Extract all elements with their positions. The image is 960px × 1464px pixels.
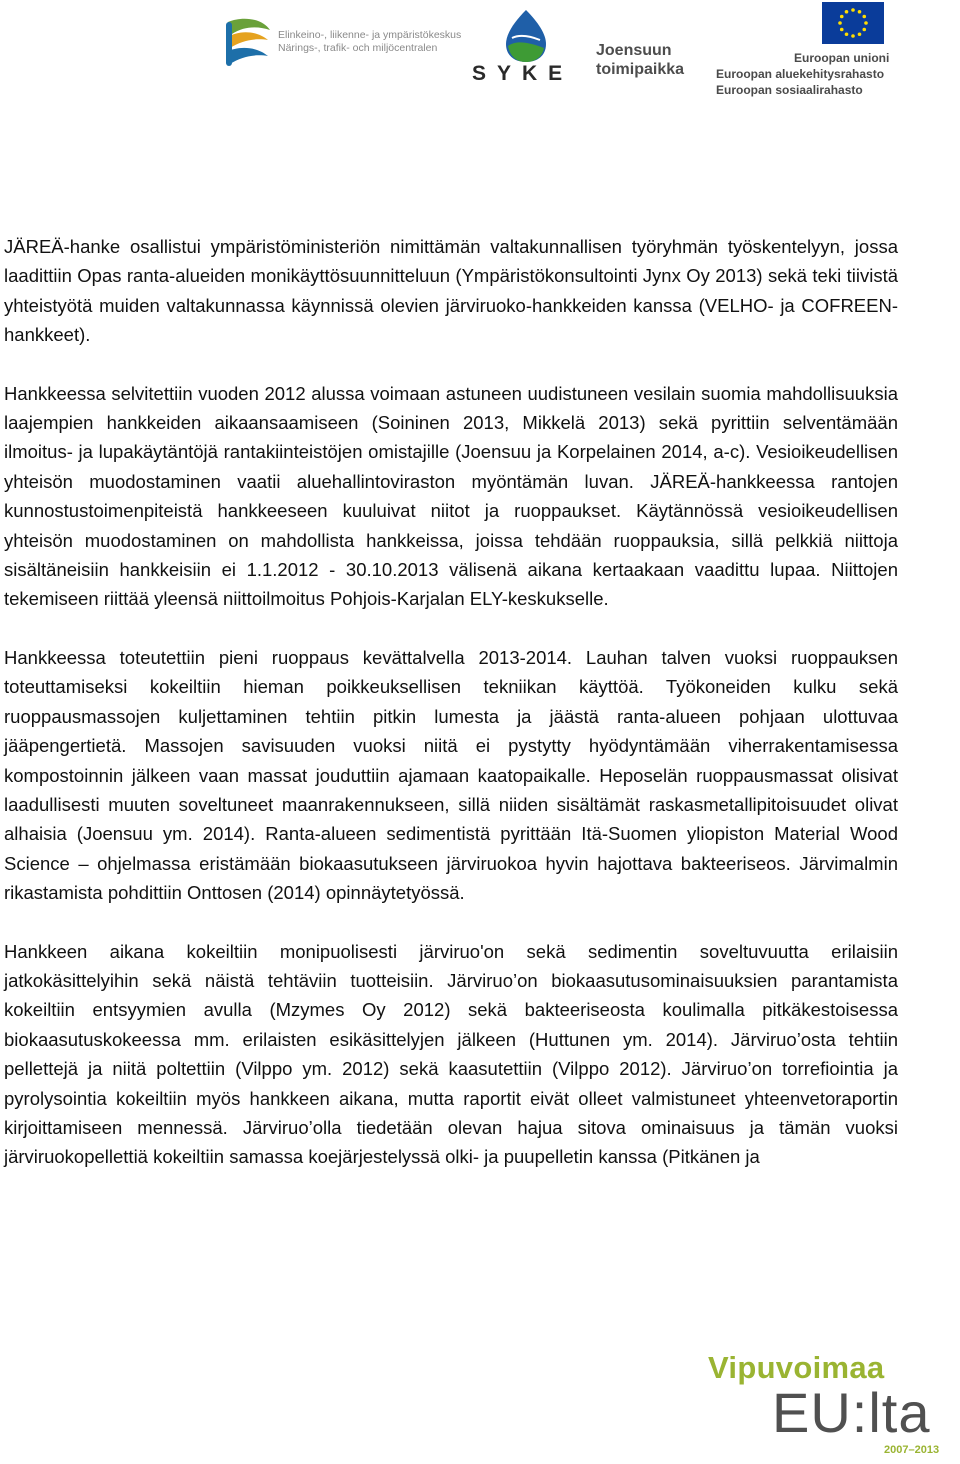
- eu-star-icon: [864, 21, 868, 25]
- eu-line-3: Euroopan sosiaalirahasto: [716, 83, 863, 97]
- eu-star-icon: [845, 10, 849, 14]
- eu-star-icon: [851, 34, 855, 38]
- document-body: [4, 232, 898, 1172]
- syke-drop-icon: [468, 8, 578, 64]
- eu-star-icon: [862, 15, 866, 19]
- ely-centre-logo: [222, 16, 462, 76]
- eu-star-icon: [851, 8, 855, 12]
- ely-emblem-icon: [222, 16, 274, 72]
- eu-star-icon: [845, 32, 849, 36]
- vipuvoimaa-years: 2007–2013: [884, 1444, 940, 1456]
- vipuvoimaa-title: Vipuvoimaa: [708, 1350, 885, 1385]
- eu-funding-logo: [716, 0, 894, 100]
- ely-text: [278, 29, 461, 55]
- eu-flag-icon: [822, 2, 884, 44]
- eu-line-2: Euroopan aluekehitysrahasto: [716, 67, 885, 81]
- eu-text: [716, 50, 890, 98]
- eu-star-icon: [838, 21, 842, 25]
- ely-line-1: Elinkeino-, liikenne- ja ympäristökeskus: [278, 29, 462, 41]
- paragraph-1: JÄREÄ-hanke osallistui ympäristöministeriön nimittämän valtakunnallisen työryhmän työskentelyyn, jossa laadittiin Opas ranta-alueiden monikäyttösuunnitteluun (Ympäristökonsultointi Jynx Oy 2013) sekä teki tiivistä yhteistyötä muiden valtakunnassa käynnissä olevien järviruoko-hankkeiden kanssa (VELHO- ja COFREEN-hankkeet).: [4, 236, 898, 346]
- eu-line-1: Euroopan unioni: [794, 51, 890, 65]
- paragraph-4: Hankkeen aikana kokeiltiin monipuolisesti järviruo'on sekä sedimentin soveltuvuutta erilaisiin jatkokäsittelyihin sekä näistä tehtäviin tuotteisiin. Järviruo’on biokaasutusominaisuuksien parantamista kokeiltiin entsyymien avulla (Mzymes Oy 2012) sekä bakteeriseosta koulimalla pitkäkestoisessa biokaasutuskokeessa mm. erilaisten esikäsittelyjen jälkeen (Huttunen ym. 2014). Järviruo’osta tehtiin pellettejä ja niitä poltettiin (Vilppo ym. 2012) sekä kaasutettiin (Vilppo 2012). Järviruo’on torrefiointia ja pyrolysointia kokeiltiin myös hankkeen aikana, mutta raportit eivät olleet valmistuneet yhteenvetoraportin kirjoittamiseen mennessä. Järviruo’olla tiedetään olevan hajua sitova ominaisuus ja tämän vuoksi järviruokopellettiä kokeiltiin samassa koejärjestelyssä olki- ja puupelletin kanssa (Pitkänen ja: [4, 940, 898, 1168]
- joensuu-line-2: toimipaikka: [596, 61, 685, 78]
- syke-name: SYKE: [472, 62, 574, 85]
- vipuvoimaa-eu-text: EU:lta: [772, 1381, 931, 1444]
- eu-star-icon: [862, 28, 866, 32]
- eu-star-icon: [858, 10, 862, 14]
- eu-star-icon: [858, 32, 862, 36]
- paragraph-3: Hankkeessa toteutettiin pieni ruoppaus kevättalvella 2013-2014. Lauhan talven vuoksi ruoppauksen toteuttamiseksi kokeiltiin hieman poikkeuksellisen tekniikan käyttöä. Työkoneiden kulku sekä ruoppausmassojen kuljettaminen tehtiin pitkin lumesta ja jäästä ranta-alueen pohjaan ulottuvaa jääpengertietä. Massojen savisuuden vuoksi niitä ei pystytty hyödyntämään viherrakentamisessa kompostoinnin jälkeen vaan massat jouduttiin ajamaan kaatopaikalle. Heposelän ruoppausmassat olisivat laadullisesti muuten soveltuneet maanrakennukseen, sillä niiden sisältämät raskasmetallipitoisuudet olivat alhaisia (Joensuu ym. 2014). Ranta-alueen sedimentistä pyrittään Itä-Suomen yliopiston Material Wood Science – ohjelmassa eristämään biokaasutukseen järviruokoa hyvin hajottava bakteeriseos. Järvimalmin rikastamista pohdittiin Onttosen (2014) opinnäytetyössä.: [4, 646, 898, 904]
- syke-logo: [468, 8, 578, 84]
- eu-star-icon: [840, 28, 844, 32]
- vipuvoimaa-eu-logo: [708, 1350, 958, 1460]
- paragraph-2: Hankkeessa selvitettiin vuoden 2012 alussa voimaan astuneen uudistuneen vesilain suomia mahdollisuuksia laajempien hankkeiden aikaansaamiseen (Soininen 2013, Mikkelä 2013) sekä pyrittiin selventämään ilmoitus- ja lupakäytäntöjä rantakiinteistöjen omistajille (Joensuu ja Korpelainen 2014, a-c). Vesioikeudellisen yhteisön muodostaminen vaatii aluehallintoviraston myöntämän luvan. JÄREÄ-hankkeessa rantojen kunnostustoimenpiteistä hankkeeseen kuuluivat niitot ja ruoppaukset. Käytännössä vesioikeudellisen yhteisön muodostaminen on mahdollista hankkeissa, joissa tehdään ruoppauksia, sillä pelkkiä niittoja sisältäneisiin hankkeisiin ei 1.1.2012 - 30.10.2013 välisenä aikana kertaakaan vaadittu lupaa. Niittojen tekemiseen riittää yleensä niittoilmoitus Pohjois-Karjalan ELY-keskukselle.: [4, 382, 898, 610]
- ely-line-2: Närings-, trafik- och miljöcentralen: [278, 42, 438, 54]
- joensuu-line-1: Joensuun: [596, 42, 672, 59]
- joensuu-office-label: [588, 40, 698, 80]
- eu-star-icon: [840, 15, 844, 19]
